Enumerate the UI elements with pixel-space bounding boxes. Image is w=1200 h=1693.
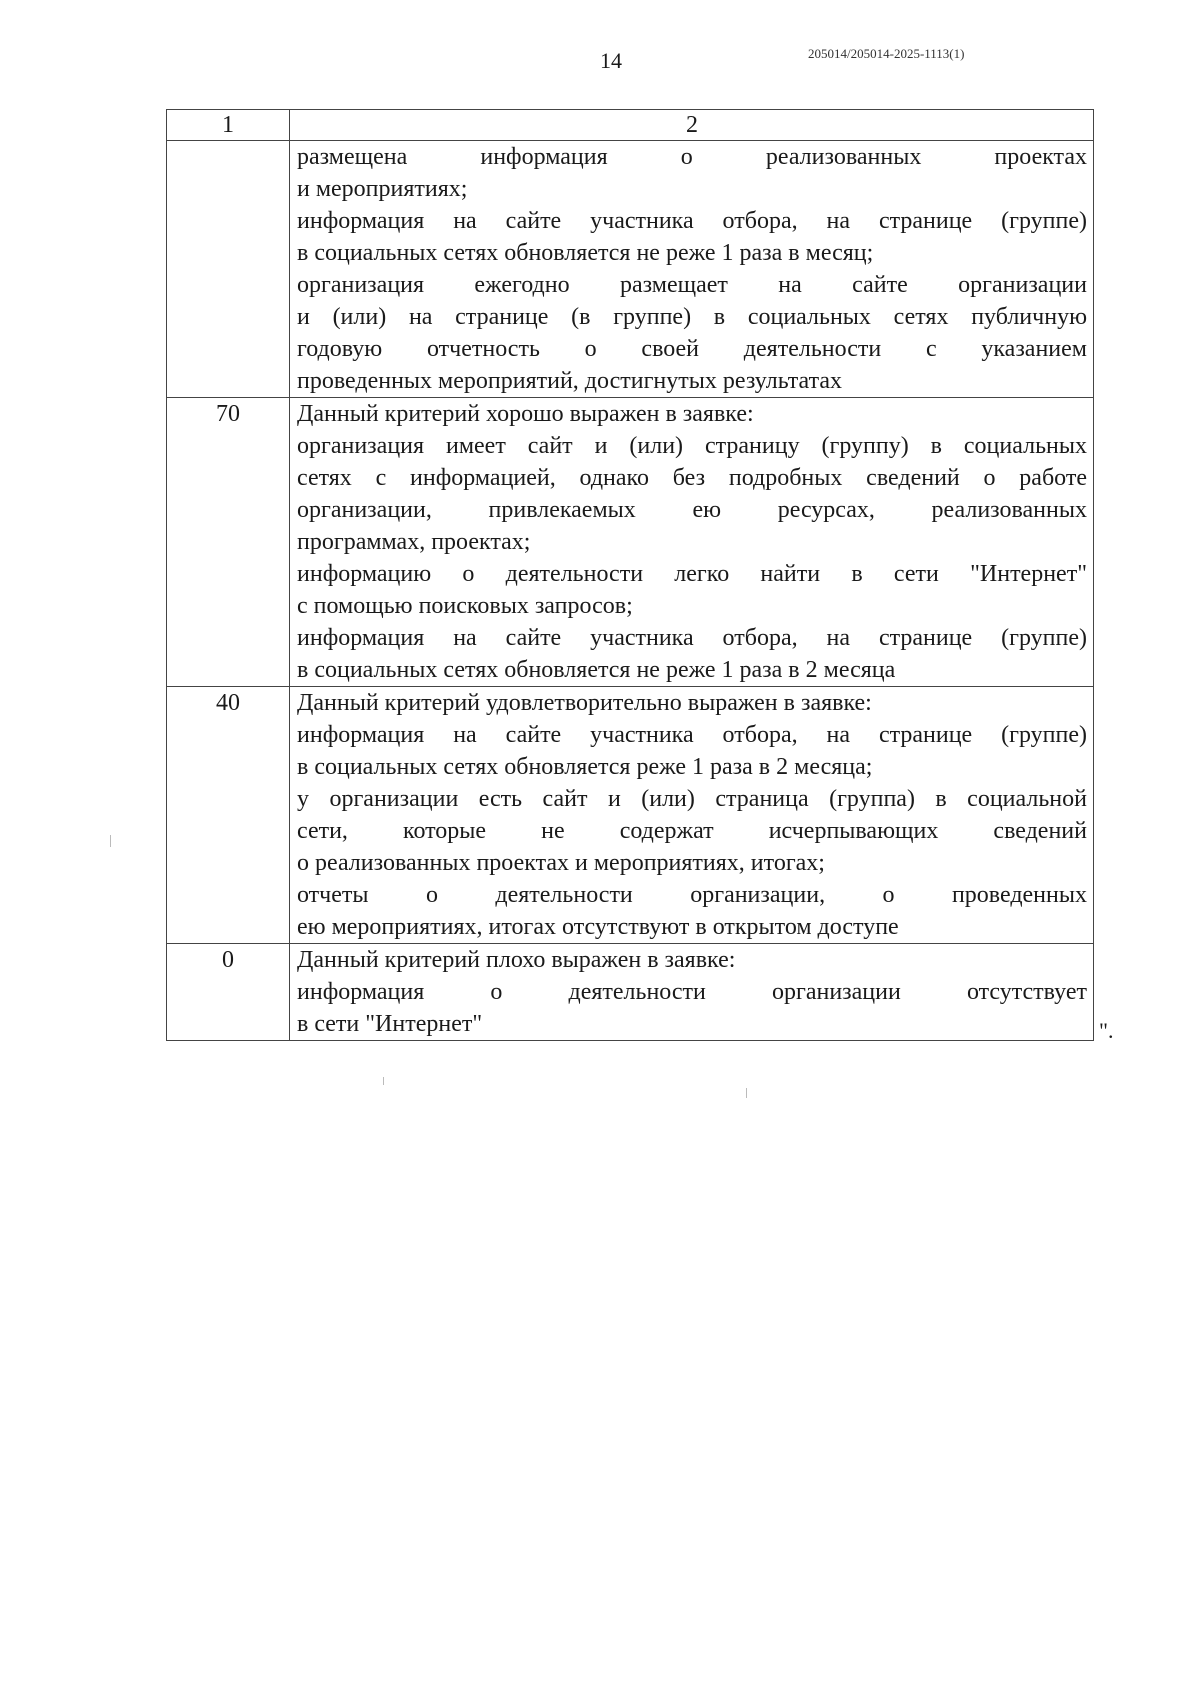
page-number: 14 — [600, 48, 622, 73]
description-line: информацию о деятельности легко найти в сети "Интернет" — [297, 561, 1087, 587]
description-line: размещена информация о реализованных проектах — [297, 144, 1087, 170]
table-row — [167, 687, 1094, 944]
description-line: Данный критерий удовлетворительно выражен в заявке: — [297, 690, 872, 716]
description-line: отчеты о деятельности организации, о проведенных — [297, 882, 1087, 908]
description-line: информация о деятельности организации отсутствует — [297, 979, 1087, 1005]
description-line: организация ежегодно размещает на сайте организации — [297, 272, 1087, 298]
description-line: проведенных мероприятий, достигнутых результатах — [297, 368, 843, 394]
description-line: в социальных сетях обновляется не реже 1 раза в 2 месяца — [297, 657, 896, 683]
description-line: с помощью поисковых запросов; — [297, 593, 633, 619]
closing-quote: ". — [1099, 1018, 1114, 1043]
description-line: сети, которые не содержат исчерпывающих сведений — [297, 818, 1087, 844]
description-line: организации, привлекаемых ею ресурсах, реализованных — [297, 497, 1087, 523]
description-cell — [290, 944, 1094, 1041]
scan-speck — [383, 1077, 384, 1085]
description-cell — [290, 398, 1094, 687]
description-line: Данный критерий хорошо выражен в заявке: — [297, 401, 754, 427]
document-id: 205014/205014-2025-1113(1) — [808, 46, 965, 61]
score-cell: 70 — [167, 398, 290, 687]
description-line: сетях с информацией, однако без подробных сведений о работе — [297, 465, 1087, 491]
description-line: о реализованных проектах и мероприятиях, итогах; — [297, 850, 825, 876]
table-row — [167, 944, 1094, 1041]
scan-speck — [746, 1088, 747, 1098]
scan-speck — [110, 835, 111, 847]
description-line: Данный критерий плохо выражен в заявке: — [297, 947, 736, 973]
description-line: в сети "Интернет" — [297, 1011, 483, 1037]
table-row — [167, 398, 1094, 687]
description-line: информация на сайте участника отбора, на странице (группе) — [297, 625, 1087, 651]
column-header-1: 1 — [167, 110, 290, 141]
description-line: в социальных сетях обновляется реже 1 раза в 2 месяца; — [297, 754, 873, 780]
description-line: годовую отчетность о своей деятельности с указанием — [297, 336, 1087, 362]
table-row — [167, 141, 1094, 398]
score-cell — [167, 141, 290, 398]
description-line: организация имеет сайт и (или) страницу (группу) в социальных — [297, 433, 1087, 459]
score-cell: 0 — [167, 944, 290, 1041]
description-line: и мероприятиях; — [297, 176, 468, 202]
description-line: программах, проектах; — [297, 529, 531, 555]
description-line: информация на сайте участника отбора, на странице (группе) — [297, 722, 1087, 748]
description-cell — [290, 687, 1094, 944]
description-line: и (или) на странице (в группе) в социальных сетях публичную — [297, 304, 1087, 330]
description-line: информация на сайте участника отбора, на странице (группе) — [297, 208, 1087, 234]
description-line: ею мероприятиях, итогах отсутствуют в открытом доступе — [297, 914, 899, 940]
criteria-table — [166, 109, 1094, 1041]
description-cell — [290, 141, 1094, 398]
column-header-2: 2 — [290, 110, 1094, 141]
table-header-row — [167, 110, 1094, 141]
score-cell: 40 — [167, 687, 290, 944]
description-line: в социальных сетях обновляется не реже 1 раза в месяц; — [297, 240, 874, 266]
description-line: у организации есть сайт и (или) страница (группа) в социальной — [297, 786, 1087, 812]
